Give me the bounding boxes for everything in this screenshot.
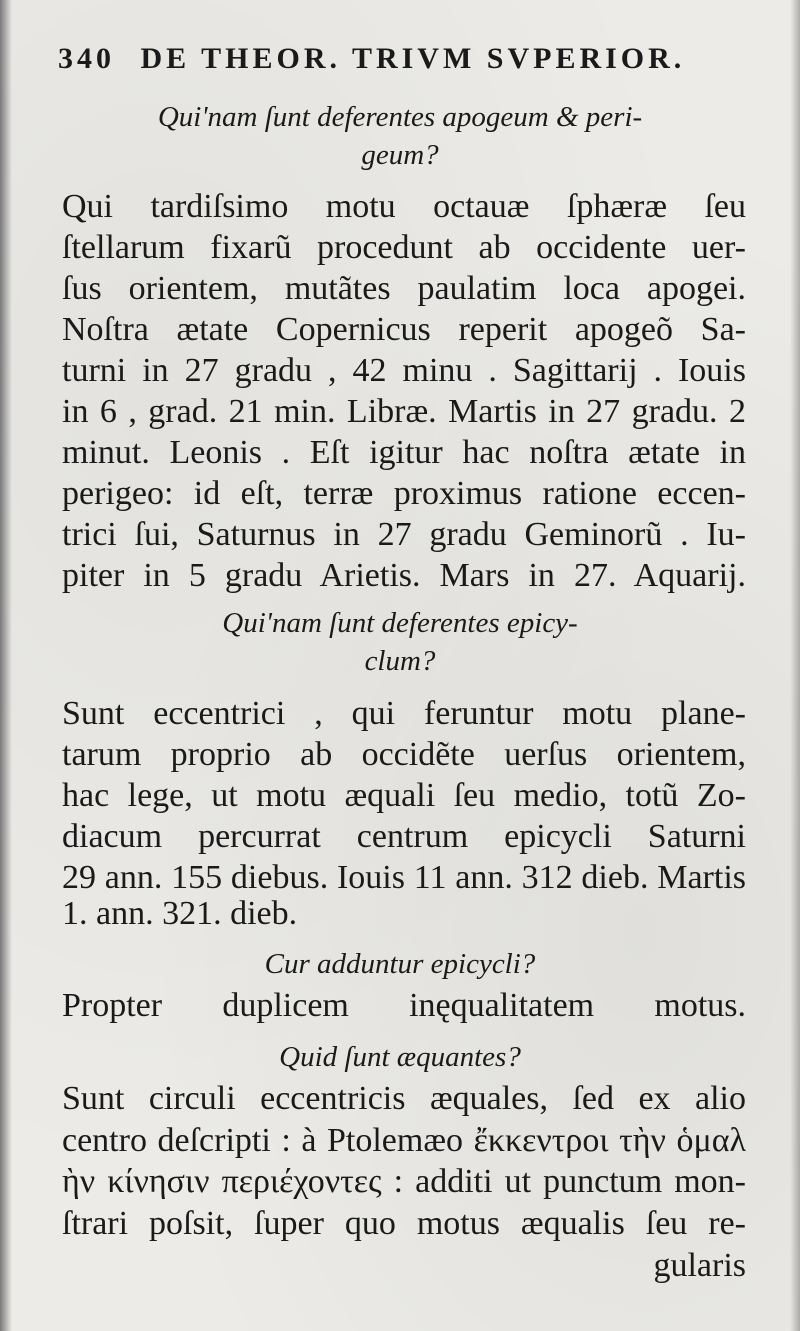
text-line: Propter duplicem inęqualitatem motus.	[62, 987, 746, 1024]
text-line: Sunt eccentrici , qui feruntur motu plane-	[62, 695, 746, 732]
text-line: ſtellarum fixarũ procedunt ab occidente uer-	[62, 229, 746, 266]
text-line: tarum proprio ab occidẽte uerſus orientem,	[62, 736, 746, 773]
text-line: 1. ann. 321. dieb.	[62, 895, 298, 932]
text-line: in 6 , grad. 21 min. Libræ. Martis in 27 gradu. 2	[62, 393, 746, 430]
question-heading: Cur adduntur epicycli?	[264, 948, 536, 980]
question-heading: Quid ſunt æquantes?	[279, 1041, 521, 1073]
question-heading: Qui'nam ſunt deferentes apogeum & peri-	[157, 101, 643, 133]
page-shadow-right	[790, 0, 800, 1331]
running-header	[58, 42, 758, 76]
page-number: 340	[58, 42, 115, 75]
text-line: ὴν κίνησιν περιέχοντες : additi ut punctum mon-	[62, 1163, 746, 1200]
text-line: piter in 5 gradu Arietis. Mars in 27. Aquarij.	[62, 557, 746, 594]
text-line: hac lege, ut motu æquali ſeu medio, totũ Zo-	[62, 777, 746, 814]
text-line: perigeo: id eſt, terræ proximus ratione eccen-	[62, 475, 746, 512]
text-line: ſtrari poſsit, ſuper quo motus æqualis ſeu re-	[62, 1205, 746, 1242]
text-line: turni in 27 gradu , 42 minu . Sagittarij . Iouis	[62, 352, 746, 389]
question-heading: Qui'nam ſunt deferentes epicy-	[222, 607, 578, 639]
page-shadow-left	[0, 0, 12, 1331]
text-line: minut. Leonis . Eſt igitur hac noſtra ætate in	[62, 434, 746, 471]
text-line: centro deſcripti : à Ptolemæo ἔκκεντροι τὴν ὁμαλ	[62, 1122, 746, 1159]
text-line: diacum percurrat centrum epicycli Saturni	[62, 818, 746, 855]
text-line: gularis	[653, 1247, 746, 1284]
running-title: DE THEOR. TRIVM SVPERIOR.	[140, 42, 686, 75]
question-heading: geum?	[361, 139, 439, 171]
text-line: Noſtra ætate Copernicus reperit apogeõ Sa-	[62, 311, 746, 348]
text-line: ſus orientem, mutãtes paulatim loca apogei.	[62, 270, 746, 307]
text-line: trici ſui, Saturnus in 27 gradu Geminorũ . Iu-	[62, 516, 746, 553]
question-heading: clum?	[364, 645, 436, 677]
text-line: Qui tardiſsimo motu octauæ ſphæræ ſeu	[62, 188, 746, 225]
text-line: 29 ann. 155 diebus. Iouis 11 ann. 312 dieb. Martis	[62, 859, 746, 896]
text-line: Sunt circuli eccentricis æquales, ſed ex alio	[62, 1080, 746, 1117]
